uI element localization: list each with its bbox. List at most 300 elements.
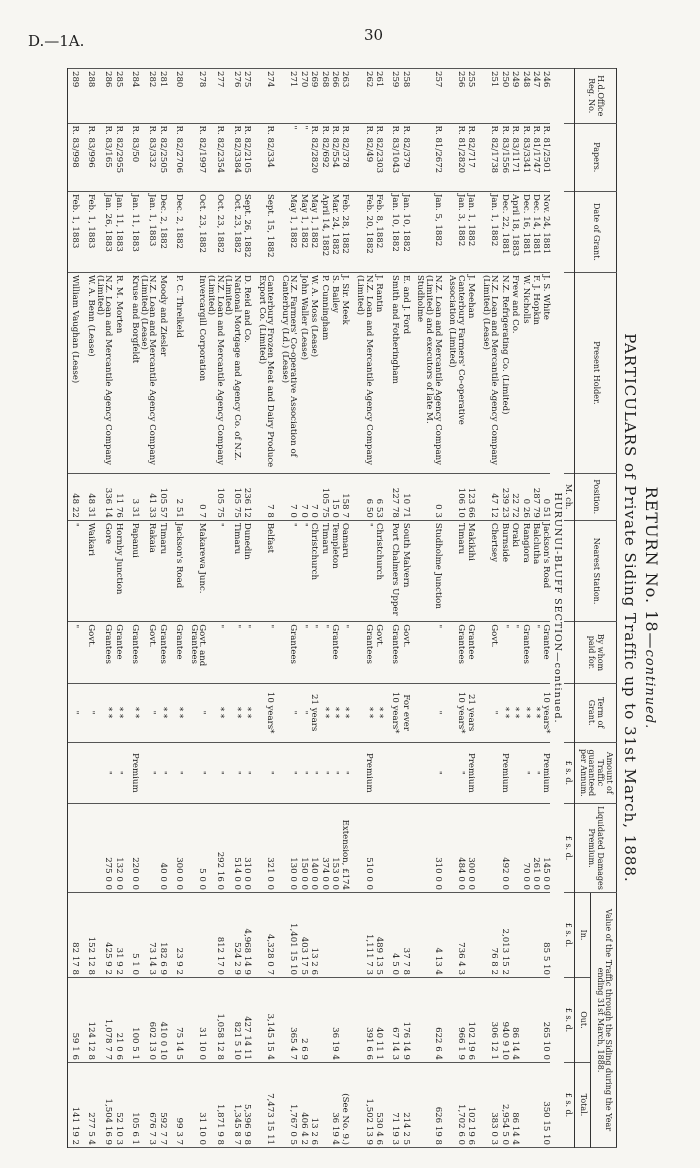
papers-cell: R. 82/2820 [308, 123, 318, 191]
in-cell: 489 13 5 [373, 893, 383, 978]
date-cell: April 18, 1883 [509, 191, 519, 272]
office-no-cell: 259 [389, 69, 399, 124]
office-no-cell: 284 [129, 69, 139, 124]
date-cell: Jan. 10, 1882 [389, 191, 399, 272]
term-cell: * * [224, 683, 241, 742]
station-cell: Oraki [509, 520, 519, 621]
office-no-cell: 276 [224, 69, 241, 124]
term-cell: * * [373, 683, 383, 742]
in-cell: 31 9 2 [112, 893, 122, 978]
position-cell: 7 0 [298, 473, 308, 520]
gap-cell [349, 191, 355, 272]
gap-cell [79, 742, 85, 803]
paid-for-cell: Grantee [329, 622, 339, 683]
holder-cell: National Mortgage and Agency Co. of N.Z. (Limited) [224, 272, 241, 473]
station-cell: Port Chalmers Upper [389, 520, 399, 621]
office-no-cell: 269 [308, 69, 318, 124]
header-out: Out. [574, 977, 591, 1062]
gap-cell [183, 742, 189, 803]
office-no-cell: 277 [206, 69, 223, 124]
position-cell: 106 10 [448, 473, 465, 520]
in-cell: 524 2 9 [224, 893, 241, 978]
in-cell [318, 893, 328, 978]
total-cell: 31 10 0 [189, 1062, 206, 1147]
position-cell: 48 22 [68, 473, 79, 520]
guaranteed-cell: " [280, 742, 297, 803]
date-cell: Jan. 1, 1882 [465, 191, 475, 272]
in-cell: 812 17 0 [206, 893, 223, 978]
in-cell: 152 12 8 [85, 893, 95, 978]
gap-cell [251, 977, 257, 1062]
date-cell: Feb. 8, 1882 [373, 191, 383, 272]
paid-for-cell: Govt. [85, 622, 95, 683]
gap-cell [349, 683, 355, 742]
out-cell: 2 6 9 [298, 977, 308, 1062]
guaranteed-cell: Premium [540, 742, 550, 803]
guaranteed-cell: Premium [129, 742, 139, 803]
damages-cell: 40 0 0 [156, 804, 166, 893]
guaranteed-cell: Premium [465, 742, 475, 803]
table-row [399, 69, 409, 1148]
table-row [224, 69, 241, 1148]
papers-cell: R. 81/2672 [416, 123, 442, 191]
position-cell: 47 12 [481, 473, 498, 520]
office-no-cell: 280 [173, 69, 183, 124]
damages-cell: 492 0 0 [498, 804, 508, 893]
papers-cell: R. 82/378 [339, 123, 349, 191]
position-cell: 3 31 [129, 473, 139, 520]
damages-cell: 150 0 0 [298, 804, 308, 893]
gap-cell [383, 804, 389, 893]
papers-cell: R. 82/2706 [173, 123, 183, 191]
station-cell: Templeton [329, 520, 339, 621]
position-cell: 336 14 [95, 473, 112, 520]
table-row [329, 69, 339, 1148]
guaranteed-cell [389, 742, 399, 803]
row-gap [349, 69, 355, 1148]
gap-cell [349, 520, 355, 621]
term-cell: * * [318, 683, 328, 742]
station-cell: Oamaru [339, 520, 349, 621]
table-row [355, 69, 372, 1148]
damages-cell: 275 0 0 [95, 804, 112, 893]
gap-cell [251, 683, 257, 742]
term-cell: * * [112, 683, 122, 742]
station-cell: Gore [95, 520, 112, 621]
papers-cell: R. 82/49 [355, 123, 372, 191]
gap-cell [475, 1062, 481, 1147]
gap-cell [251, 893, 257, 978]
damages-cell: 145 0 0 [540, 804, 550, 893]
holder-cell: Moody and Ziesler [156, 272, 166, 473]
gap-cell [349, 473, 355, 520]
papers-cell: R. 83/50 [129, 123, 139, 191]
table-row [373, 69, 383, 1148]
paid-for-cell: " [298, 622, 308, 683]
holder-cell: N.Z. Loan and Mercantile Agency Company (Limited) (Lease) [139, 272, 156, 473]
header-station: Nearest Station. [574, 520, 616, 621]
station-cell: Rangiora [519, 520, 529, 621]
date-cell: Jan. 26, 1883 [95, 191, 112, 272]
table-row [339, 69, 349, 1148]
out-cell: 1,078 7 7 [95, 977, 112, 1062]
papers-cell: R. 83/332 [139, 123, 156, 191]
position-cell: 11 76 [112, 473, 122, 520]
in-cell: 4 13 4 [416, 893, 442, 978]
table-row [540, 69, 550, 1148]
date-cell: Jan. 1, 1882 [481, 191, 498, 272]
total-cell: 1,345 8 7 [224, 1062, 241, 1147]
in-cell: 1,111 7 3 [355, 893, 372, 978]
guaranteed-cell [373, 742, 383, 803]
damages-cell [481, 804, 498, 893]
date-cell: Jan. 5, 1882 [416, 191, 442, 272]
particulars-title: PARTICULARS of Private Siding Traffic up to 31st March, 1888. [621, 333, 639, 883]
damages-cell: Extension, £174 [339, 804, 349, 893]
header-guaranteed: Amount of Traffic guaranteed per Annum. [574, 742, 616, 803]
in-cell [339, 893, 349, 978]
out-cell: 940 9 10 [498, 977, 508, 1062]
station-cell: Christchurch [373, 520, 383, 621]
holder-cell: N.Z. Loan and Mercantile Agency Company (Limited) (Lease) [481, 272, 498, 473]
term-cell: For ever [399, 683, 409, 742]
papers-cell: R. 82/692 [318, 123, 328, 191]
date-cell: May 1, 1882 [308, 191, 318, 272]
holder-cell: W. A. Moss (Lease) [308, 272, 318, 473]
term-cell: * * [156, 683, 166, 742]
table-row [189, 69, 206, 1148]
guaranteed-cell: " [298, 742, 308, 803]
holder-cell: John Waller (Lease) [298, 272, 308, 473]
damages-cell [68, 804, 79, 893]
out-cell: 124 12 8 [85, 977, 95, 1062]
station-cell: Jackson's Road [173, 520, 183, 621]
out-cell: 102 19 6 [465, 977, 475, 1062]
gap-cell [274, 742, 280, 803]
gap-cell [274, 804, 280, 893]
date-cell: Sept. 15, 1882 [257, 191, 274, 272]
office-no-cell: 266 [329, 69, 339, 124]
in-cell [189, 893, 206, 978]
office-no-cell: 262 [355, 69, 372, 124]
gap-cell [475, 69, 481, 124]
papers-cell: R. 82/1997 [189, 123, 206, 191]
damages-cell: 484 0 0 [448, 804, 465, 893]
guaranteed-cell: Premium [498, 742, 508, 803]
gap-cell [79, 622, 85, 683]
papers-cell: R. 82/2303 [373, 123, 383, 191]
station-cell: Timaru [318, 520, 328, 621]
papers-cell: " [298, 123, 308, 191]
holder-cell: Invercargill Corporation [189, 272, 206, 473]
office-no-cell: 261 [373, 69, 383, 124]
out-cell: 821 5 10 [224, 977, 241, 1062]
date-cell: April 14, 1882 [318, 191, 328, 272]
papers-cell: R. 82/554 [329, 123, 339, 191]
holder-cell: N.Z. Loan and Mercantile Agency Company (Limited) [206, 272, 223, 473]
papers-cell: R. 82/3384 [224, 123, 241, 191]
date-cell: Jan. 1, 1883 [139, 191, 156, 272]
position-cell: 105 75 [206, 473, 223, 520]
position-cell: 0 26 [519, 473, 529, 520]
damages-cell: 300 0 0 [465, 804, 475, 893]
papers-cell: R. 82/2955 [112, 123, 122, 191]
station-cell: " [280, 520, 297, 621]
position-cell: 105 57 [156, 473, 166, 520]
out-cell: 306 12 1 [481, 977, 498, 1062]
paid-for-cell: Govt. [373, 622, 383, 683]
guaranteed-cell: " [206, 742, 223, 803]
papers-cell: R. 82/2505 [156, 123, 166, 191]
total-cell: 52 10 3 [112, 1062, 122, 1147]
gap-cell [349, 977, 355, 1062]
in-cell: 37 7 8 [399, 893, 409, 978]
term-cell: " [189, 683, 206, 742]
in-cell: 1,401 15 10 [280, 893, 297, 978]
damages-cell [399, 804, 409, 893]
table-row [85, 69, 95, 1148]
guaranteed-cell: " [318, 742, 328, 803]
table-row [519, 69, 529, 1148]
station-cell: Balclutha [530, 520, 540, 621]
term-cell: " [68, 683, 79, 742]
damages-cell: 514 0 0 [224, 804, 241, 893]
papers-cell: R. 81/2501 [540, 123, 550, 191]
table-row [139, 69, 156, 1148]
papers-cell: R. 83/998 [68, 123, 79, 191]
station-cell: Hornby Junction [112, 520, 122, 621]
term-cell: 21 years [465, 683, 475, 742]
total-cell: 676 7 3 [139, 1062, 156, 1147]
holder-cell: J. Sir. Meek [339, 272, 349, 473]
station-cell: Timaru [224, 520, 241, 621]
guaranteed-cell: " [339, 742, 349, 803]
out-cell [519, 977, 529, 1062]
total-cell: 102 19 6 [465, 1062, 475, 1147]
date-cell: Feb. 20, 1882 [355, 191, 372, 272]
total-cell: 592 7 7 [156, 1062, 166, 1147]
holder-cell: P. Cunningham [318, 272, 328, 473]
holder-cell: N.Z. Farmers' Co-operative Association of Canterbury (Ld.) (Lease) [280, 272, 297, 473]
out-cell [308, 977, 318, 1062]
out-cell [530, 977, 540, 1062]
damages-cell [389, 804, 399, 893]
total-cell: 13 2 6 [308, 1062, 318, 1147]
gap-cell [183, 473, 189, 520]
row-gap [251, 69, 257, 1148]
term-cell: " [139, 683, 156, 742]
paid-for-cell: Grantee [112, 622, 122, 683]
in-cell: 85 5 10 [540, 893, 550, 978]
paid-for-cell: " [257, 622, 274, 683]
station-cell: Waikari [85, 520, 95, 621]
paid-for-cell: " [509, 622, 519, 683]
date-cell: Jan. 10, 1882 [399, 191, 409, 272]
station-cell: Timaru [156, 520, 166, 621]
out-cell: 365 4 7 [280, 977, 297, 1062]
in-cell: 4,328 0 7 [257, 893, 274, 978]
holder-cell: Smith and Fotheringham [389, 272, 399, 473]
office-no-cell: 250 [498, 69, 508, 124]
papers-cell: R. 83/165 [95, 123, 112, 191]
table-row [530, 69, 540, 1148]
position-cell: 7 0 [308, 473, 318, 520]
paid-for-cell: Grantees [156, 622, 166, 683]
table-row [280, 69, 297, 1148]
papers-cell: R. 83/3341 [519, 123, 529, 191]
total-cell: 86 14 4 [509, 1062, 519, 1147]
gap-cell [183, 191, 189, 272]
table-row [509, 69, 519, 1148]
damages-cell: 374 0 0 [318, 804, 328, 893]
total-cell: 214 2 5 [399, 1062, 409, 1147]
damages-cell: 130 0 0 [280, 804, 297, 893]
gap-cell [183, 272, 189, 473]
paid-for-cell: " [530, 622, 540, 683]
total-cell: 71 19 3 [389, 1062, 399, 1147]
position-cell: 239 23 [498, 473, 508, 520]
position-cell: 22 72 [509, 473, 519, 520]
gap-cell [349, 1062, 355, 1147]
paid-for-cell: Grantees [355, 622, 372, 683]
total-cell: 141 19 2 [68, 1062, 79, 1147]
position-cell: 41 33 [139, 473, 156, 520]
header-in: In. [574, 893, 591, 978]
term-cell: * * [129, 683, 139, 742]
gap-cell [183, 520, 189, 621]
out-cell: 67 14 3 [389, 977, 399, 1062]
gap-cell [475, 123, 481, 191]
term-cell: * * [173, 683, 183, 742]
date-cell: Dec. 2, 1882 [156, 191, 166, 272]
gap-cell [251, 804, 257, 893]
holder-cell: J. Rantin [373, 272, 383, 473]
papers-cell: R. 81/1747 [530, 123, 540, 191]
header-total: Total. [574, 1062, 591, 1147]
station-cell: Makikihi [465, 520, 475, 621]
gap-cell [251, 123, 257, 191]
term-cell: " [85, 683, 95, 742]
gap-cell [183, 1062, 189, 1147]
gap-cell [274, 191, 280, 272]
station-cell: Timaru [448, 520, 465, 621]
out-cell: 602 13 0 [139, 977, 156, 1062]
section-row [550, 69, 564, 1148]
gap-cell [442, 622, 448, 683]
gap-cell [475, 520, 481, 621]
total-cell [318, 1062, 328, 1147]
gap-cell [410, 804, 416, 893]
guaranteed-cell: " [519, 742, 529, 803]
office-no-cell: 255 [465, 69, 475, 124]
gap-cell [251, 742, 257, 803]
total-cell: 5,396 9 8 [241, 1062, 251, 1147]
gap-cell [349, 893, 355, 978]
total-cell: 383 0 3 [481, 1062, 498, 1147]
damages-cell: 321 0 0 [257, 804, 274, 893]
guaranteed-cell: Premium [355, 742, 372, 803]
table-row [129, 69, 139, 1148]
out-cell: 31 10 0 [189, 977, 206, 1062]
in-cell: 82 17 8 [68, 893, 79, 978]
damages-cell: 261 0 0 [530, 804, 540, 893]
total-cell: 406 4 2 [298, 1062, 308, 1147]
papers-cell: R. 82/1738 [481, 123, 498, 191]
station-cell: South Malvern [399, 520, 409, 621]
papers-cell: R. 83/996 [85, 123, 95, 191]
holder-cell: Canterbury Frozen Meat and Dairy Produce Export Co. (Limited) [257, 272, 274, 473]
out-cell: 21 0 6 [112, 977, 122, 1062]
in-cell: 73 14 3 [139, 893, 156, 978]
paid-for-cell: Grantees [280, 622, 297, 683]
damages-cell: 140 0 0 [308, 804, 318, 893]
guaranteed-cell: " [241, 742, 251, 803]
guaranteed-cell: " [257, 742, 274, 803]
paid-for-cell: Grantee [173, 622, 183, 683]
in-cell: 425 9 2 [95, 893, 112, 978]
term-cell: 10 years* [540, 683, 550, 742]
term-cell: * * [355, 683, 372, 742]
total-cell: 1,871 9 8 [206, 1062, 223, 1147]
position-cell: 123 66 [465, 473, 475, 520]
papers-cell: " [280, 123, 297, 191]
papers-cell: R. 82/717 [465, 123, 475, 191]
station-cell: " [298, 520, 308, 621]
table-row [68, 69, 79, 1148]
office-no-cell: 270 [298, 69, 308, 124]
table-row [481, 69, 498, 1148]
row-gap [475, 69, 481, 1148]
office-no-cell: 249 [509, 69, 519, 124]
term-cell: * * [519, 683, 529, 742]
out-cell: 40 11 1 [373, 977, 383, 1062]
position-cell: 7 0 [280, 473, 297, 520]
paid-for-cell: Govt. [481, 622, 498, 683]
damages-cell: 292 16 0 [206, 804, 223, 893]
out-cell: 427 14 11 [241, 977, 251, 1062]
table-row [389, 69, 399, 1148]
out-cell: 966 1 9 [448, 977, 465, 1062]
damages-cell [85, 804, 95, 893]
gap-cell [274, 520, 280, 621]
office-no-cell: 257 [416, 69, 442, 124]
holder-cell: E. and J. Ford [399, 272, 409, 473]
paid-for-cell: " [224, 622, 241, 683]
row-gap [274, 69, 280, 1148]
holder-cell: J. S. White [540, 272, 550, 473]
guaranteed-cell: " [95, 742, 112, 803]
out-cell: 1,058 12 8 [206, 977, 223, 1062]
station-cell: " [355, 520, 372, 621]
gap-cell [183, 804, 189, 893]
gap-cell [349, 123, 355, 191]
out-cell [318, 977, 328, 1062]
position-cell: 6 53 [373, 473, 383, 520]
out-cell: 59 1 6 [68, 977, 79, 1062]
out-cell: 265 10 0 [540, 977, 550, 1062]
gap-cell [475, 893, 481, 978]
position-cell: 10 71 [399, 473, 409, 520]
rotated-table-region [41, 58, 667, 1158]
date-cell: Jan. 3, 1882 [448, 191, 465, 272]
paid-for-cell: " [498, 622, 508, 683]
date-cell: Feb. 28, 1882 [339, 191, 349, 272]
guaranteed-cell: " [329, 742, 339, 803]
gap-cell [349, 804, 355, 893]
gap-cell [274, 1062, 280, 1147]
paid-for-cell: " [68, 622, 79, 683]
position-cell: 287 79 [530, 473, 540, 520]
